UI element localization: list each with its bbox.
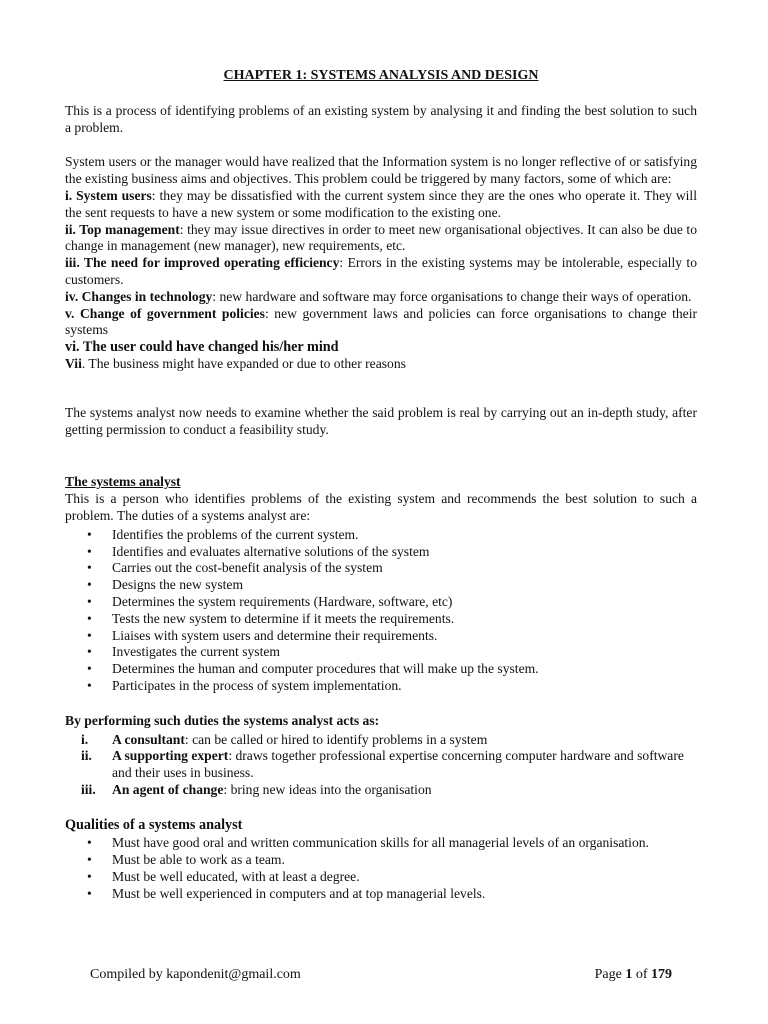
factor-item [65, 255, 697, 289]
factor-text: : new government laws and policies can force organisations to change their systems [65, 305, 697, 338]
acts-list [65, 732, 697, 799]
item-number: iii. [81, 781, 96, 797]
list-item: • Must be well educated, with at least a degree. [65, 869, 697, 886]
intro-paragraph: This is a process of identifying problems of an existing system by analysing it and finding the best solution to such a problem. [65, 102, 697, 135]
list-item [65, 782, 697, 799]
factor-vi: vi. The user could have changed his/her mind [65, 339, 339, 356]
item-number: ii. [81, 748, 92, 764]
list-item: • Determines the human and computer procedures that will make up the system. [65, 661, 697, 678]
qualities-list [65, 835, 697, 902]
factor-text: : they may be dissatisfied with the current system since they are the ones who operate it. They will the sent requests to have a new system or some modification to the existing one. [65, 187, 697, 220]
act-label: An agent of change [112, 781, 224, 797]
list-item: • Must be able to work as a team. [65, 852, 697, 869]
list-item: • Identifies and evaluates alternative solutions of the system [65, 544, 697, 561]
factor-vii-text: . The business might have expanded or due to other reasons [81, 355, 406, 371]
factor-label: iii. The need for improved operating efficiency [65, 255, 340, 271]
page-current: 1 [625, 967, 633, 982]
list-item: • Investigates the current system [65, 644, 697, 661]
factor-label: i. System users [65, 187, 152, 203]
qualities-heading: Qualities of a systems analyst [65, 816, 243, 833]
act-text: : can be called or hired to identify problems in a system [184, 731, 488, 747]
analyst-intro: This is a person who identifies problems of the existing system and recommends the best solution to such a problem. The duties of a systems analyst are: [65, 491, 697, 523]
list-item: • Must be well experienced in computers and at top managerial levels. [65, 886, 697, 903]
page-label: Page [594, 967, 622, 982]
act-label: A supporting expert [112, 748, 229, 764]
factor-label: iv. Changes in technology [65, 288, 213, 304]
act-label: A consultant [112, 731, 185, 747]
list-item [65, 732, 697, 749]
factors-intro-paragraph: System users or the manager would have realized that the Information system is no longer reflective of or satisfying the existing business aims and objectives. This problem could be triggered by many factors, some of which are: [65, 154, 697, 187]
page-total: 179 [651, 967, 672, 982]
factor-label: ii. Top management [65, 221, 180, 237]
acts-heading: By performing such duties the systems analyst acts as: [65, 712, 380, 728]
list-item: • Liaises with system users and determine their requirements. [65, 628, 697, 645]
act-text: : bring new ideas into the organisation [223, 781, 432, 797]
page-of: of [635, 967, 648, 982]
item-number: i. [81, 731, 89, 747]
factor-label: v. Change of government policies [65, 305, 265, 321]
list-item: • Must have good oral and written communication skills for all managerial levels of an organisation. [65, 835, 697, 852]
factor-text: : Errors in the existing systems may be intolerable, especially to customers. [65, 255, 697, 287]
list-item: • Identifies the problems of the current system. [65, 527, 697, 544]
footer-compiled-by: Compiled by kapondenit@gmail.com [90, 967, 301, 982]
factor-text: : they may issue directives in order to meet new organisational objectives. It can also be due to change in management (new manager), new requirements, etc. [65, 221, 698, 254]
list-item: • Carries out the cost-benefit analysis of the system [65, 560, 697, 577]
factor-item [65, 188, 697, 222]
factor-item [65, 289, 697, 306]
feasibility-paragraph: The systems analyst now needs to examine whether the said problem is real by carrying out an in-depth study, after getting permission to conduct a feasibility study. [65, 404, 697, 437]
list-item: • Tests the new system to determine if it meets the requirements. [65, 611, 697, 628]
factor-vii [65, 356, 697, 373]
analyst-heading: The systems analyst [65, 474, 181, 490]
duties-list [65, 527, 697, 695]
page-content [65, 68, 697, 903]
list-item: • Participates in the process of system implementation. [65, 678, 697, 695]
list-item: • Designs the new system [65, 577, 697, 594]
act-text: : draws together professional expertise concerning computer hardware and software and their uses in business. [112, 748, 684, 781]
factor-text: : new hardware and software may force organisations to change their ways of operation. [212, 288, 692, 304]
factor-item [65, 306, 697, 340]
chapter-title: CHAPTER 1: SYSTEMS ANALYSIS AND DESIGN [223, 68, 539, 83]
page-number [595, 967, 672, 983]
factor-vii-label: Vii [65, 355, 82, 371]
list-item: • Determines the system requirements (Hardware, software, etc) [65, 594, 697, 611]
list-item [65, 748, 697, 782]
factor-item [65, 222, 697, 256]
